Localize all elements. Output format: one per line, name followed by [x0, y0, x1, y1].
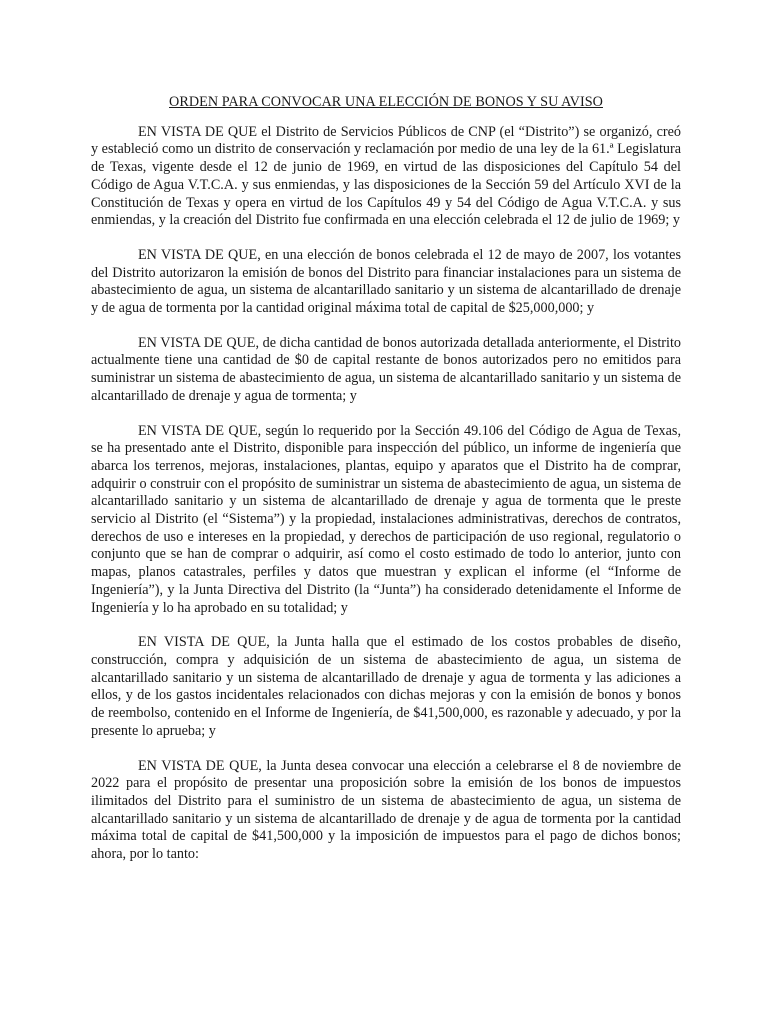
paragraph-engineering-report: EN VISTA DE QUE, según lo requerido por la Sección 49.106 del Código de Agua de Texas, se ha presentado ante el Distrito, disponible para inspección del público, un informe de ingeniería que abarca los terrenos, mejoras, instalaciones, plantas, equipo y aparatos que el Distrito ha de comprar, adquirir o construir con el propósito de suministrar un sistema de abastecimiento de agua, un sistema de alcantarillado sanitario y un sistema de alcantarillado de drenaje y agua de tormenta que le preste servicio al Distrito (el “Sistema”) y la propiedad, instalaciones administrativas, derechos de contratos, derechos de uso e intereses en la propiedad, y derechos de participación de uso regional, regulatorio o conjunto que se han de comprar o adquirir, así como el costo estimado de todo lo anterior, junto con mapas, planos catastrales, perfiles y datos que muestran y explican el informe (el “Informe de Ingeniería”), y la Junta Directiva del Distrito (la “Junta”) ha considerado detenidamente el Informe de Ingeniería y lo ha aprobado en su totalidad; y	[91, 422, 681, 616]
document-body	[91, 94, 681, 881]
paragraph-cost-estimate: EN VISTA DE QUE, la Junta halla que el estimado de los costos probables de diseño, construcción, compra y adquisición de un sistema de abastecimiento de agua, un sistema de alcantarillado sanitario y un sistema de alcantarillado de drenaje y agua de tormenta y las adiciones a ellos, y de los gastos incidentales relacionados con dichas mejoras y con la emisión de bonos y bonos de reembolso, contenido en el Informe de Ingeniería, de $41,500,000, es razonable y adecuado, y por la presente lo aprueba; y	[91, 634, 681, 739]
document-title: ORDEN PARA CONVOCAR UNA ELECCIÓN DE BONOS Y SU AVISO	[169, 94, 603, 110]
paragraph-remaining-bonds: EN VISTA DE QUE, de dicha cantidad de bonos autorizada detallada anteriormente, el Distrito actualmente tiene una cantidad de $0 de capital restante de bonos autorizados pero no emitidos para suministrar un sistema de abastecimiento de agua, un sistema de alcantarillado sanitario y un sistema de alcantarillado de drenaje y agua de tormenta; y	[91, 334, 681, 404]
paragraph-call-election: EN VISTA DE QUE, la Junta desea convocar una elección a celebrarse el 8 de noviembre de 2022 para el propósito de presentar una proposición sobre la emisión de los bonos de impuestos ilimitados del Distrito para el suministro de un sistema de abastecimiento de agua, un sistema de alcantarillado sanitario y un sistema de alcantarillado de drenaje y de agua de tormenta por la cantidad máxima total de capital de $41,500,000 y la imposición de impuestos para el pago de dichos bonos; ahora, por lo tanto:	[91, 757, 681, 863]
paragraph-2007-election: EN VISTA DE QUE, en una elección de bonos celebrada el 12 de mayo de 2007, los votantes del Distrito autorizaron la emisión de bonos del Distrito para financiar instalaciones para un sistema de abastecimiento de agua, un sistema de alcantarillado sanitario y un sistema de alcantarillado de drenaje y de agua de tormenta por la cantidad original máxima total de capital de $25,000,000; y	[91, 246, 681, 317]
paragraph-organization: EN VISTA DE QUE el Distrito de Servicios Públicos de CNP (el “Distrito”) se organizó, creó y estableció como un distrito de conservación y reclamación por medio de una ley de la 61.ª Legislatura de Texas, vigente desde el 12 de junio de 1969, en virtud de las disposiciones del Capítulo 54 del Código de Agua V.T.C.A. y sus enmiendas, y las disposiciones de la Sección 59 del Artículo XVI de la Constitución de Texas y opera en virtud de los Capítulos 49 y 54 del Código de Agua V.T.C.A. y sus enmiendas, y la creación del Distrito fue confirmada en una elección celebrada el 12 de julio de 1969; y	[91, 123, 681, 229]
